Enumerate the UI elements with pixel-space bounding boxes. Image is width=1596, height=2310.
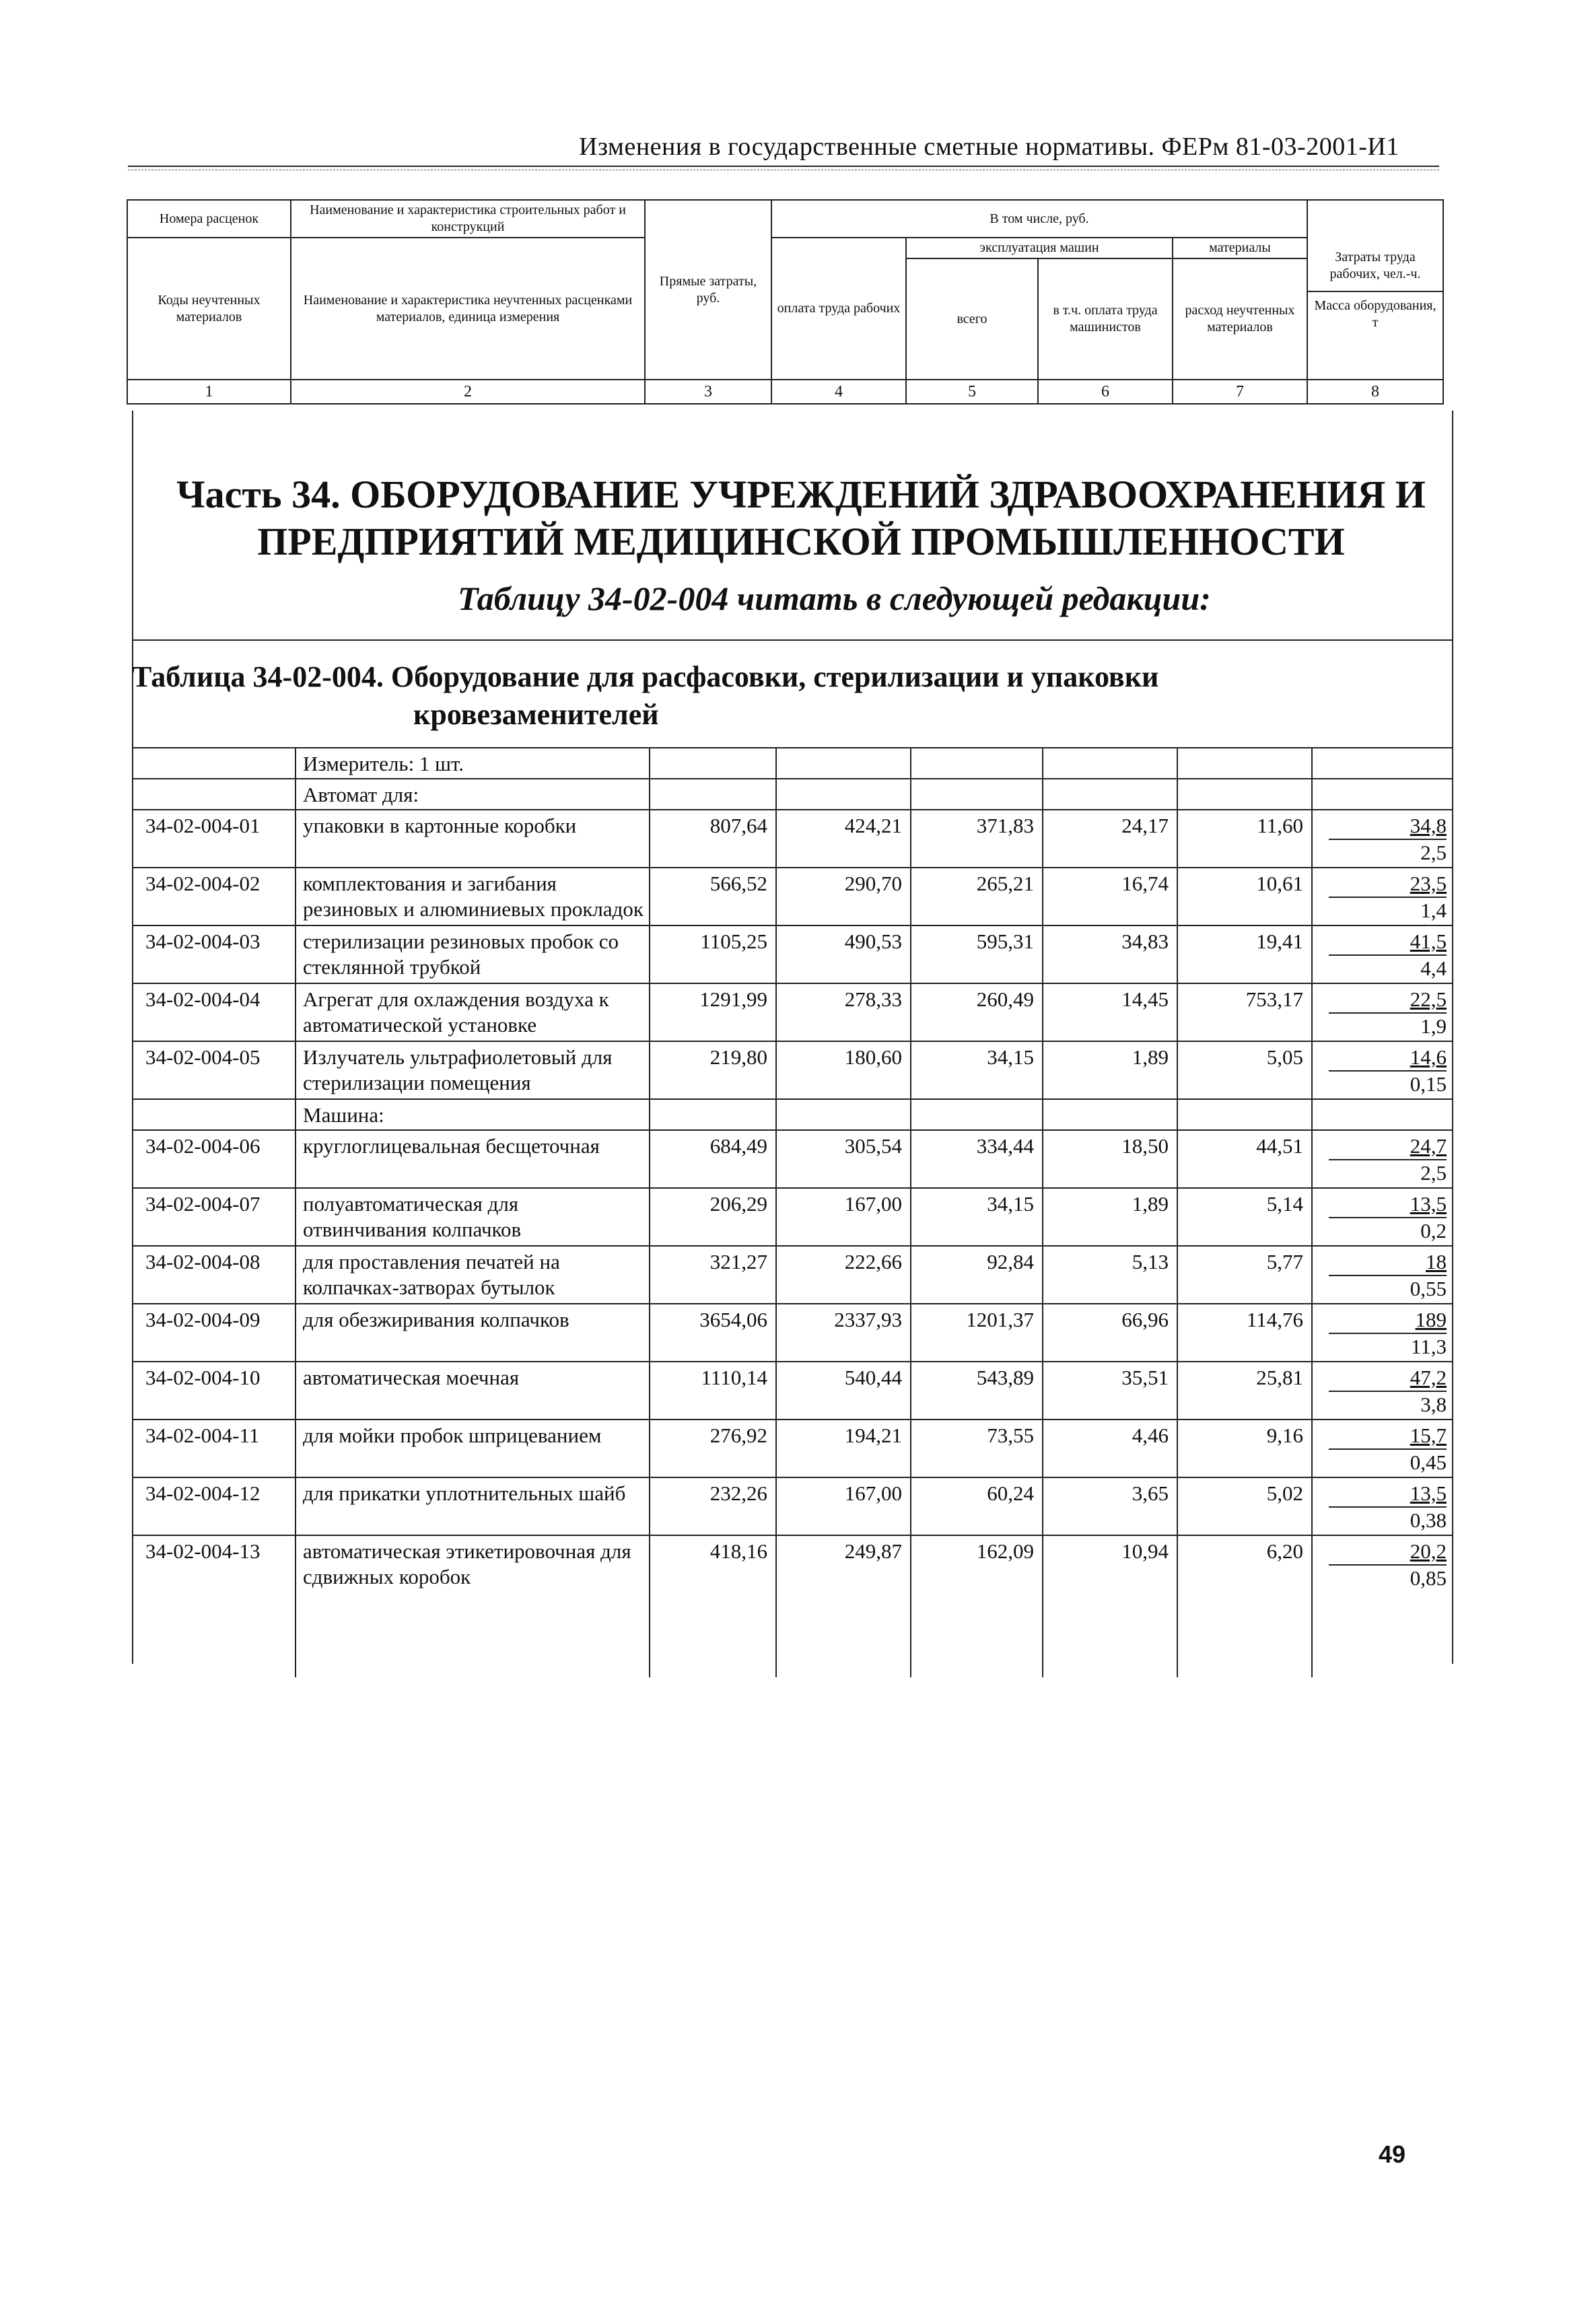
rate-mach: 34,15 <box>911 1041 1043 1099</box>
rate-name: для проставления печатей на колпачках-затворах бутылок <box>296 1246 650 1304</box>
rate-mach-lab: 5,13 <box>1043 1246 1177 1304</box>
labor-hours: 18 <box>1426 1250 1447 1273</box>
rate-code: 34-02-004-11 <box>132 1420 296 1477</box>
rate-labor: 222,66 <box>776 1246 911 1304</box>
rate-name: Агрегат для охлаждения воздуха к автоматической установке <box>296 983 650 1041</box>
group-label-automat: Автомат для: <box>296 779 650 810</box>
rate-mach: 162,09 <box>911 1535 1043 1593</box>
rate-name: круглоглицевальная бесщеточная <box>296 1130 650 1188</box>
rate-name: стерилизации резиновых пробок со стеклянной трубкой <box>296 925 650 983</box>
rate-mat: 9,16 <box>1177 1420 1312 1477</box>
rate-labor: 424,21 <box>776 810 911 868</box>
table-row <box>132 1535 1452 1593</box>
rate-mach-lab: 10,94 <box>1043 1535 1177 1593</box>
rate-mach-lab: 3,65 <box>1043 1477 1177 1535</box>
rate-mach: 34,15 <box>911 1188 1043 1246</box>
rate-name: для прикатки уплотнительных шайб <box>296 1477 650 1535</box>
col-num-7: 7 <box>1173 380 1307 404</box>
hdr-col5: всего <box>906 258 1038 380</box>
rate-name: для обезжиривания колпачков <box>296 1304 650 1362</box>
header-rule <box>128 166 1439 167</box>
rate-code: 34-02-004-06 <box>132 1130 296 1188</box>
hdr-col1-top: Номера расценок <box>127 200 291 238</box>
rate-mach-lab: 1,89 <box>1043 1188 1177 1246</box>
col-num-2: 2 <box>291 380 645 404</box>
rate-code: 34-02-004-12 <box>132 1477 296 1535</box>
equipment-mass: 0,15 <box>1329 1070 1447 1097</box>
col-num-5: 5 <box>906 380 1038 404</box>
rate-code: 34-02-004-10 <box>132 1362 296 1420</box>
col-num-3: 3 <box>645 380 771 404</box>
rate-direct: 684,49 <box>650 1130 776 1188</box>
table-row <box>132 1188 1452 1246</box>
rate-mat: 10,61 <box>1177 868 1312 925</box>
rate-labor: 194,21 <box>776 1420 911 1477</box>
rate-labor-mass <box>1312 1304 1452 1362</box>
equipment-mass: 4,4 <box>1329 954 1447 981</box>
rate-code: 34-02-004-01 <box>132 810 296 868</box>
table-title <box>132 658 1397 734</box>
rate-labor: 167,00 <box>776 1188 911 1246</box>
rate-labor-mass <box>1312 1362 1452 1420</box>
rate-name: автоматическая этикетировочная для сдвижных коробок <box>296 1535 650 1593</box>
hdr-col4: оплата труда рабочих <box>771 238 906 380</box>
rate-code: 34-02-004-05 <box>132 1041 296 1099</box>
hdr-col6: в т.ч. оплата труда машинистов <box>1038 258 1173 380</box>
rate-labor-mass <box>1312 868 1452 925</box>
rate-labor-mass <box>1312 1246 1452 1304</box>
rate-labor-mass <box>1312 1041 1452 1099</box>
rate-mach-lab: 35,51 <box>1043 1362 1177 1420</box>
equipment-mass: 0,38 <box>1329 1506 1447 1533</box>
rate-direct: 418,16 <box>650 1535 776 1593</box>
rate-mach: 265,21 <box>911 868 1043 925</box>
rate-labor-mass <box>1312 1420 1452 1477</box>
rate-direct: 3654,06 <box>650 1304 776 1362</box>
rate-name: Излучатель ультрафиолетовый для стерилизации помещения <box>296 1041 650 1099</box>
equipment-mass: 1,4 <box>1329 897 1447 923</box>
rate-code: 34-02-004-08 <box>132 1246 296 1304</box>
rate-mat: 753,17 <box>1177 983 1312 1041</box>
hdr-col1-bot: Коды неучтенных материалов <box>127 238 291 380</box>
rate-direct: 321,27 <box>650 1246 776 1304</box>
rate-mach-lab: 4,46 <box>1043 1420 1177 1477</box>
part-subtitle: Таблицу 34-02-004 читать в следующей редакции: <box>458 580 1211 617</box>
table-row <box>132 925 1452 983</box>
rate-mat: 44,51 <box>1177 1130 1312 1188</box>
rate-direct: 219,80 <box>650 1041 776 1099</box>
hdr-including: В том числе, руб. <box>771 200 1307 238</box>
hdr-col2-top: Наименование и характеристика строительных работ и конструкций <box>291 200 645 238</box>
rate-mat: 114,76 <box>1177 1304 1312 1362</box>
hdr-col8-bot: Масса оборудования, т <box>1314 298 1436 330</box>
labor-hours: 20,2 <box>1410 1539 1447 1563</box>
rate-labor: 180,60 <box>776 1041 911 1099</box>
hdr-exploitation: эксплуатация машин <box>906 238 1173 258</box>
rate-mach-lab: 24,17 <box>1043 810 1177 868</box>
rate-mat: 25,81 <box>1177 1362 1312 1420</box>
labor-hours: 34,8 <box>1410 814 1447 837</box>
col-num-1: 1 <box>127 380 291 404</box>
rate-mach-lab: 1,89 <box>1043 1041 1177 1099</box>
rate-direct: 276,92 <box>650 1420 776 1477</box>
labor-hours: 13,5 <box>1410 1481 1447 1505</box>
rate-mach: 543,89 <box>911 1362 1043 1420</box>
rate-code: 34-02-004-07 <box>132 1188 296 1246</box>
table-row <box>132 1246 1452 1304</box>
rate-name: комплектования и загибания резиновых и алюминиевых прокладок <box>296 868 650 925</box>
rate-mach-lab: 16,74 <box>1043 868 1177 925</box>
equipment-mass: 2,5 <box>1329 1159 1447 1186</box>
rate-code: 34-02-004-04 <box>132 983 296 1041</box>
equipment-mass: 0,45 <box>1329 1448 1447 1475</box>
table-title-line2: кровезаменителей <box>413 698 659 731</box>
equipment-mass: 0,2 <box>1329 1217 1447 1244</box>
col-num-4: 4 <box>771 380 906 404</box>
rate-mach: 92,84 <box>911 1246 1043 1304</box>
rate-mach: 334,44 <box>911 1130 1043 1188</box>
table-title-line1: Таблица 34-02-004. Оборудование для расфасовки, стерилизации и упаковки <box>132 660 1159 693</box>
rate-mach: 595,31 <box>911 925 1043 983</box>
rate-direct: 232,26 <box>650 1477 776 1535</box>
table-row <box>132 983 1452 1041</box>
equipment-mass: 2,5 <box>1329 839 1447 866</box>
table-row <box>132 1041 1452 1099</box>
rate-mat: 5,77 <box>1177 1246 1312 1304</box>
labor-hours: 23,5 <box>1410 872 1447 895</box>
page-number: 49 <box>1379 2140 1406 2168</box>
rate-labor-mass <box>1312 925 1452 983</box>
table-row <box>132 1130 1452 1188</box>
rate-mat: 6,20 <box>1177 1535 1312 1593</box>
rate-code: 34-02-004-03 <box>132 925 296 983</box>
hdr-col8 <box>1307 200 1443 380</box>
rate-labor-mass <box>1312 1130 1452 1188</box>
rate-code: 34-02-004-02 <box>132 868 296 925</box>
rate-mat: 11,60 <box>1177 810 1312 868</box>
table-row <box>132 1420 1452 1477</box>
rate-direct: 566,52 <box>650 868 776 925</box>
part-title: Часть 34. ОБОРУДОВАНИЕ УЧРЕЖДЕНИЙ ЗДРАВООХРАНЕНИЯ И ПРЕДПРИЯТИЙ МЕДИЦИНСКОЙ ПРОМЫШЛЕННОСТИ <box>176 473 1426 563</box>
rate-mach-lab: 34,83 <box>1043 925 1177 983</box>
table-row <box>132 868 1452 925</box>
rate-labor-mass <box>1312 983 1452 1041</box>
frame-right-border <box>1452 411 1453 1664</box>
rate-direct: 206,29 <box>650 1188 776 1246</box>
rate-mach: 1201,37 <box>911 1304 1043 1362</box>
rate-code: 34-02-004-09 <box>132 1304 296 1362</box>
rate-name: автоматическая моечная <box>296 1362 650 1420</box>
rate-direct: 1291,99 <box>650 983 776 1041</box>
rate-name: упаковки в картонные коробки <box>296 810 650 868</box>
rate-labor: 249,87 <box>776 1535 911 1593</box>
rate-mat: 5,14 <box>1177 1188 1312 1246</box>
rates-table <box>132 747 1452 1677</box>
labor-hours: 15,7 <box>1410 1424 1447 1447</box>
column-header-grid <box>127 199 1444 405</box>
rate-labor-mass <box>1312 1535 1452 1593</box>
rate-labor-mass <box>1312 1188 1452 1246</box>
rate-mach: 60,24 <box>911 1477 1043 1535</box>
labor-hours: 41,5 <box>1410 930 1447 953</box>
rate-labor: 490,53 <box>776 925 911 983</box>
hdr-materials: материалы <box>1173 238 1307 258</box>
labor-hours: 24,7 <box>1410 1134 1447 1158</box>
rate-labor: 278,33 <box>776 983 911 1041</box>
equipment-mass: 11,3 <box>1329 1333 1447 1360</box>
rate-direct: 1105,25 <box>650 925 776 983</box>
meter-label: Измеритель: 1 шт. <box>296 748 650 779</box>
table-row <box>132 1362 1452 1420</box>
rate-labor: 167,00 <box>776 1477 911 1535</box>
equipment-mass: 3,8 <box>1329 1391 1447 1418</box>
table-row <box>132 1304 1452 1362</box>
labor-hours: 47,2 <box>1410 1366 1447 1389</box>
equipment-mass: 0,55 <box>1329 1275 1447 1302</box>
labor-hours: 14,6 <box>1410 1045 1447 1069</box>
hdr-col3: Прямые затраты, руб. <box>645 200 771 380</box>
rate-labor-mass <box>1312 810 1452 868</box>
section-divider <box>132 639 1452 641</box>
rate-mat: 5,02 <box>1177 1477 1312 1535</box>
group-label-machine: Машина: <box>296 1099 650 1130</box>
col-num-6: 6 <box>1038 380 1173 404</box>
hdr-col8-top: Затраты труда рабочих, чел.-ч. <box>1308 244 1443 292</box>
col-num-8: 8 <box>1307 380 1443 404</box>
running-header: Изменения в государственные сметные нормативы. ФЕРм 81-03-2001-И1 <box>579 133 1399 161</box>
rate-labor: 2337,93 <box>776 1304 911 1362</box>
table-row <box>132 1477 1452 1535</box>
labor-hours: 13,5 <box>1410 1192 1447 1216</box>
rate-mach-lab: 14,45 <box>1043 983 1177 1041</box>
table-row <box>132 810 1452 868</box>
rate-direct: 807,64 <box>650 810 776 868</box>
labor-hours: 22,5 <box>1410 987 1447 1011</box>
rate-name: полуавтоматическая для отвинчивания колпачков <box>296 1188 650 1246</box>
rate-name: для мойки пробок шприцеванием <box>296 1420 650 1477</box>
rate-mach: 73,55 <box>911 1420 1043 1477</box>
rate-code: 34-02-004-13 <box>132 1535 296 1593</box>
rate-labor-mass <box>1312 1477 1452 1535</box>
rate-mat: 19,41 <box>1177 925 1312 983</box>
rate-mach-lab: 18,50 <box>1043 1130 1177 1188</box>
equipment-mass: 0,85 <box>1329 1564 1447 1591</box>
labor-hours: 189 <box>1415 1308 1447 1331</box>
rate-mach: 260,49 <box>911 983 1043 1041</box>
rate-direct: 1110,14 <box>650 1362 776 1420</box>
rate-labor: 290,70 <box>776 868 911 925</box>
hdr-col7: расход неучтенных материалов <box>1173 258 1307 380</box>
equipment-mass: 1,9 <box>1329 1012 1447 1039</box>
rate-labor: 540,44 <box>776 1362 911 1420</box>
rate-mach-lab: 66,96 <box>1043 1304 1177 1362</box>
rate-mat: 5,05 <box>1177 1041 1312 1099</box>
rate-labor: 305,54 <box>776 1130 911 1188</box>
hdr-col2-bot: Наименование и характеристика неучтенных расценками материалов, единица измерения <box>291 238 645 380</box>
rate-mach: 371,83 <box>911 810 1043 868</box>
